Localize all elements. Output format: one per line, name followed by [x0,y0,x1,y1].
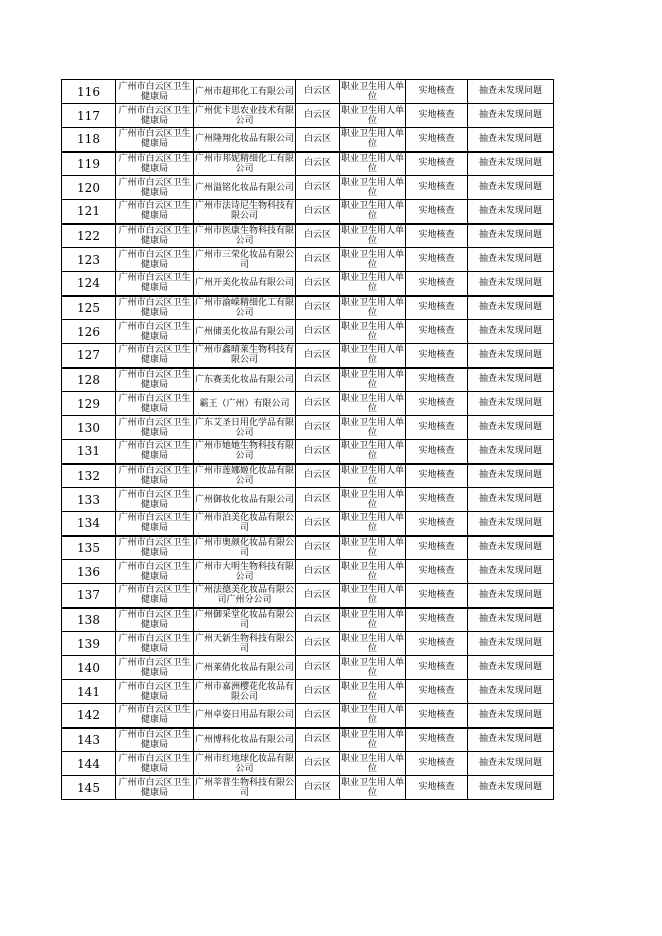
category-cell: 职业卫生用人单位 [340,681,404,702]
agency-cell: 广州市白云区卫生健康局 [116,248,194,272]
agency-cell: 广州市白云区卫生健康局 [116,656,194,680]
method-cell: 实地核查 [406,728,468,752]
table-row [62,440,554,464]
company-cell: 广州市三荣化妆品有限公司 [194,249,294,270]
row-number: 138 [62,608,116,632]
company-cell: 广州储美化妆品有限公司 [194,320,296,344]
result-cell: 抽查未发现问题 [468,224,554,248]
method-cell: 实地核查 [406,80,468,104]
method-cell: 实地核查 [406,392,468,416]
method-cell: 实地核查 [406,416,468,440]
row-number: 122 [62,224,116,248]
company-cell: 广州御妆化妆品有限公司 [194,488,296,512]
agency-cell: 广州市白云区卫生健康局 [116,680,194,704]
company-cell: 广州市莲娜姬化妆品有限公司 [194,464,296,488]
row-number: 142 [62,704,116,728]
table-row [62,752,554,776]
result-cell: 抽查未发现问题 [468,128,554,152]
row-number: 143 [62,728,116,752]
category-cell: 职业卫生用人单位 [340,777,404,798]
table-row [62,272,554,296]
agency-cell: 广州市白云区卫生健康局 [116,632,194,656]
district-cell: 白云区 [296,488,340,512]
agency-cell: 广州市白云区卫生健康局 [116,200,194,224]
agency-cell: 广州市白云区卫生健康局 [116,728,194,752]
agency-cell: 广州市白云区卫生健康局 [116,320,194,344]
result-cell: 抽查未发现问题 [468,440,554,464]
method-cell: 实地核查 [406,776,468,800]
district-cell: 白云区 [296,320,340,344]
row-number: 145 [62,776,116,800]
result-cell: 抽查未发现问题 [468,776,554,800]
agency-cell: 广州市白云区卫生健康局 [116,344,194,368]
table-row [62,248,554,272]
method-cell: 实地核查 [406,296,468,320]
agency-cell: 广州市白云区卫生健康局 [116,776,194,800]
category-cell: 职业卫生用人单位 [340,224,406,248]
category-cell: 职业卫生用人单位 [340,393,404,414]
method-cell: 实地核查 [406,440,468,464]
agency-cell: 广州市白云区卫生健康局 [116,224,194,248]
agency-cell: 广州市白云区卫生健康局 [116,296,194,320]
table-row [62,80,554,104]
company-cell: 广东艾圣日用化学品有限公司 [194,417,294,438]
category-cell: 职业卫生用人单位 [340,417,404,438]
result-cell: 抽查未发现问题 [468,320,554,344]
district-cell: 白云区 [296,248,340,272]
table-row [62,224,554,248]
company-cell: 广州市红地球化妆品有限公司 [194,753,294,774]
row-number: 124 [62,272,116,296]
row-number: 128 [62,368,116,392]
table-row [62,464,554,488]
result-cell: 抽查未发现问题 [468,176,554,200]
result-cell: 抽查未发现问题 [468,200,554,224]
company-cell: 广州溢铭化妆品有限公司 [194,176,296,200]
category-cell: 职业卫生用人单位 [340,272,406,296]
method-cell: 实地核查 [406,704,468,728]
district-cell: 白云区 [296,464,340,488]
agency-cell: 广州市白云区卫生健康局 [116,176,194,200]
table-row [62,512,554,536]
agency-cell: 广州市白云区卫生健康局 [116,488,194,512]
district-cell: 白云区 [296,560,340,584]
company-cell: 广州市奥颜化妆品有限公司 [194,536,296,560]
district-cell: 白云区 [296,584,340,608]
result-cell: 抽查未发现问题 [468,584,554,608]
category-cell: 职业卫生用人单位 [340,81,404,102]
district-cell: 白云区 [296,80,340,104]
category-cell: 职业卫生用人单位 [340,249,404,270]
company-cell: 广州市嘉洲樱花化妆品有限公司 [194,681,294,702]
company-cell: 广州市法诗尼生物科技有限公司 [194,200,296,224]
company-cell: 广州市泊美化妆品有限公司 [194,512,296,536]
table-row [62,296,554,320]
company-cell: 广州市她她生物科技有限公司 [194,440,296,464]
company-cell: 广州御采堂化妆品有限公司 [194,608,296,632]
district-cell: 白云区 [296,656,340,680]
district-cell: 白云区 [296,104,340,128]
district-cell: 白云区 [296,776,340,800]
method-cell: 实地核查 [406,200,468,224]
agency-cell: 广州市白云区卫生健康局 [116,536,194,560]
result-cell: 抽查未发现问题 [468,608,554,632]
row-number: 144 [62,752,116,776]
district-cell: 白云区 [296,128,340,152]
method-cell: 实地核查 [406,656,468,680]
method-cell: 实地核查 [406,152,468,176]
category-cell: 职业卫生用人单位 [340,584,406,608]
company-cell: 广州市医康生物科技有限公司 [194,224,296,248]
table-row [62,104,554,128]
row-number: 137 [62,584,116,608]
method-cell: 实地核查 [406,344,468,368]
row-number: 123 [62,248,116,272]
method-cell: 实地核查 [406,128,468,152]
table-row [62,584,554,608]
district-cell: 白云区 [296,608,340,632]
category-cell: 职业卫生用人单位 [340,512,406,536]
category-cell: 职业卫生用人单位 [340,200,406,224]
company-cell: 广州卓姿日用品有限公司 [194,704,296,728]
category-cell: 职业卫生用人单位 [340,128,406,152]
company-cell: 广州天新生物科技有限公司 [194,633,294,654]
category-cell: 职业卫生用人单位 [340,152,406,176]
result-cell: 抽查未发现问题 [468,368,554,392]
company-cell: 广州莱倩化妆品有限公司 [194,656,296,680]
category-cell: 职业卫生用人单位 [340,489,404,510]
company-cell: 广东赛美化妆品有限公司 [194,368,296,392]
result-cell: 抽查未发现问题 [468,512,554,536]
agency-cell: 广州市白云区卫生健康局 [116,272,194,296]
result-cell: 抽查未发现问题 [468,632,554,656]
row-number: 131 [62,440,116,464]
result-cell: 抽查未发现问题 [468,536,554,560]
agency-cell: 广州市白云区卫生健康局 [116,368,194,392]
table-row [62,152,554,176]
district-cell: 白云区 [296,680,340,704]
table-body [62,80,554,800]
method-cell: 实地核查 [406,680,468,704]
row-number: 132 [62,464,116,488]
agency-cell: 广州市白云区卫生健康局 [116,80,194,104]
result-cell: 抽查未发现问题 [468,728,554,752]
district-cell: 白云区 [296,752,340,776]
table-row [62,128,554,152]
method-cell: 实地核查 [406,632,468,656]
row-number: 141 [62,680,116,704]
district-cell: 白云区 [296,200,340,224]
result-cell: 抽查未发现问题 [468,152,554,176]
company-cell: 霸王（广州）有限公司 [194,392,296,416]
district-cell: 白云区 [296,704,340,728]
method-cell: 实地核查 [406,584,468,608]
method-cell: 实地核查 [406,752,468,776]
agency-cell: 广州市白云区卫生健康局 [116,752,194,776]
agency-cell: 广州市白云区卫生健康局 [116,464,194,488]
table-row [62,560,554,584]
table-row [62,632,554,656]
agency-cell: 广州市白云区卫生健康局 [116,104,194,128]
company-cell: 广州优卡思农业技术有限公司 [194,105,294,126]
category-cell: 职业卫生用人单位 [340,296,406,320]
table-row [62,776,554,800]
result-cell: 抽查未发现问题 [468,656,554,680]
result-cell: 抽查未发现问题 [468,296,554,320]
agency-cell: 广州市白云区卫生健康局 [116,392,194,416]
row-number: 118 [62,128,116,152]
table-row [62,344,554,368]
agency-cell: 广州市白云区卫生健康局 [116,512,194,536]
row-number: 119 [62,152,116,176]
method-cell: 实地核查 [406,488,468,512]
category-cell: 职业卫生用人单位 [340,177,404,198]
district-cell: 白云区 [296,632,340,656]
row-number: 126 [62,320,116,344]
table-row [62,416,554,440]
row-number: 121 [62,200,116,224]
company-cell: 广州市渝嵘精细化工有限公司 [194,296,296,320]
district-cell: 白云区 [296,440,340,464]
category-cell: 职业卫生用人单位 [340,561,404,582]
district-cell: 白云区 [296,728,340,752]
method-cell: 实地核查 [406,104,468,128]
result-cell: 抽查未发现问题 [468,248,554,272]
table-row [62,704,554,728]
district-cell: 白云区 [296,224,340,248]
result-cell: 抽查未发现问题 [468,416,554,440]
result-cell: 抽查未发现问题 [468,80,554,104]
district-cell: 白云区 [296,536,340,560]
district-cell: 白云区 [296,392,340,416]
table-row [62,728,554,752]
district-cell: 白云区 [296,416,340,440]
category-cell: 职业卫生用人单位 [340,704,406,728]
row-number: 120 [62,176,116,200]
category-cell: 职业卫生用人单位 [340,753,404,774]
method-cell: 实地核查 [406,464,468,488]
company-cell: 广州市邦妮精细化工有限公司 [194,152,296,176]
row-number: 127 [62,344,116,368]
row-number: 140 [62,656,116,680]
table-row [62,176,554,200]
category-cell: 职业卫生用人单位 [340,105,404,126]
category-cell: 职业卫生用人单位 [340,633,404,654]
category-cell: 职业卫生用人单位 [340,536,406,560]
category-cell: 职业卫生用人单位 [340,464,406,488]
district-cell: 白云区 [296,176,340,200]
table-row [62,680,554,704]
row-number: 135 [62,536,116,560]
method-cell: 实地核查 [406,224,468,248]
method-cell: 实地核查 [406,248,468,272]
row-number: 117 [62,104,116,128]
result-cell: 抽查未发现问题 [468,488,554,512]
category-cell: 职业卫生用人单位 [340,728,406,752]
row-number: 129 [62,392,116,416]
table-row [62,608,554,632]
company-cell: 广州法德美化妆品有限公司广州分公司 [194,584,296,608]
table-row [62,488,554,512]
category-cell: 职业卫生用人单位 [340,321,404,342]
row-number: 125 [62,296,116,320]
row-number: 136 [62,560,116,584]
district-cell: 白云区 [296,272,340,296]
district-cell: 白云区 [296,296,340,320]
category-cell: 职业卫生用人单位 [340,440,406,464]
district-cell: 白云区 [296,368,340,392]
row-number: 116 [62,80,116,104]
district-cell: 白云区 [296,344,340,368]
result-cell: 抽查未发现问题 [468,704,554,728]
company-cell: 广州市大明生物科技有限公司 [194,561,294,582]
agency-cell: 广州市白云区卫生健康局 [116,608,194,632]
company-cell: 广州市鑫晴莱生物科技有限公司 [194,344,296,368]
agency-cell: 广州市白云区卫生健康局 [116,440,194,464]
category-cell: 职业卫生用人单位 [340,608,406,632]
district-cell: 白云区 [296,512,340,536]
result-cell: 抽查未发现问题 [468,680,554,704]
company-cell: 广州市超邦化工有限公司 [194,80,296,104]
method-cell: 实地核查 [406,536,468,560]
category-cell: 职业卫生用人单位 [340,344,406,368]
result-cell: 抽查未发现问题 [468,272,554,296]
agency-cell: 广州市白云区卫生健康局 [116,152,194,176]
row-number: 130 [62,416,116,440]
method-cell: 实地核查 [406,320,468,344]
table-row [62,656,554,680]
method-cell: 实地核查 [406,560,468,584]
table-row [62,536,554,560]
method-cell: 实地核查 [406,512,468,536]
result-cell: 抽查未发现问题 [468,560,554,584]
company-cell: 广州隆翔化妆品有限公司 [194,128,296,152]
inspection-table [61,79,554,800]
agency-cell: 广州市白云区卫生健康局 [116,584,194,608]
district-cell: 白云区 [296,152,340,176]
method-cell: 实地核查 [406,608,468,632]
table-row [62,200,554,224]
method-cell: 实地核查 [406,368,468,392]
result-cell: 抽查未发现问题 [468,752,554,776]
company-cell: 广州莘普生物科技有限公司 [194,777,294,798]
company-cell: 广州博科化妆品有限公司 [194,728,296,752]
result-cell: 抽查未发现问题 [468,464,554,488]
row-number: 133 [62,488,116,512]
row-number: 134 [62,512,116,536]
table-row [62,320,554,344]
table-row [62,392,554,416]
category-cell: 职业卫生用人单位 [340,368,406,392]
result-cell: 抽查未发现问题 [468,104,554,128]
result-cell: 抽查未发现问题 [468,344,554,368]
method-cell: 实地核查 [406,272,468,296]
method-cell: 实地核查 [406,176,468,200]
table-row [62,368,554,392]
row-number: 139 [62,632,116,656]
agency-cell: 广州市白云区卫生健康局 [116,416,194,440]
agency-cell: 广州市白云区卫生健康局 [116,704,194,728]
agency-cell: 广州市白云区卫生健康局 [116,128,194,152]
agency-cell: 广州市白云区卫生健康局 [116,560,194,584]
company-cell: 广州开美化妆品有限公司 [194,272,296,296]
category-cell: 职业卫生用人单位 [340,657,404,678]
result-cell: 抽查未发现问题 [468,392,554,416]
